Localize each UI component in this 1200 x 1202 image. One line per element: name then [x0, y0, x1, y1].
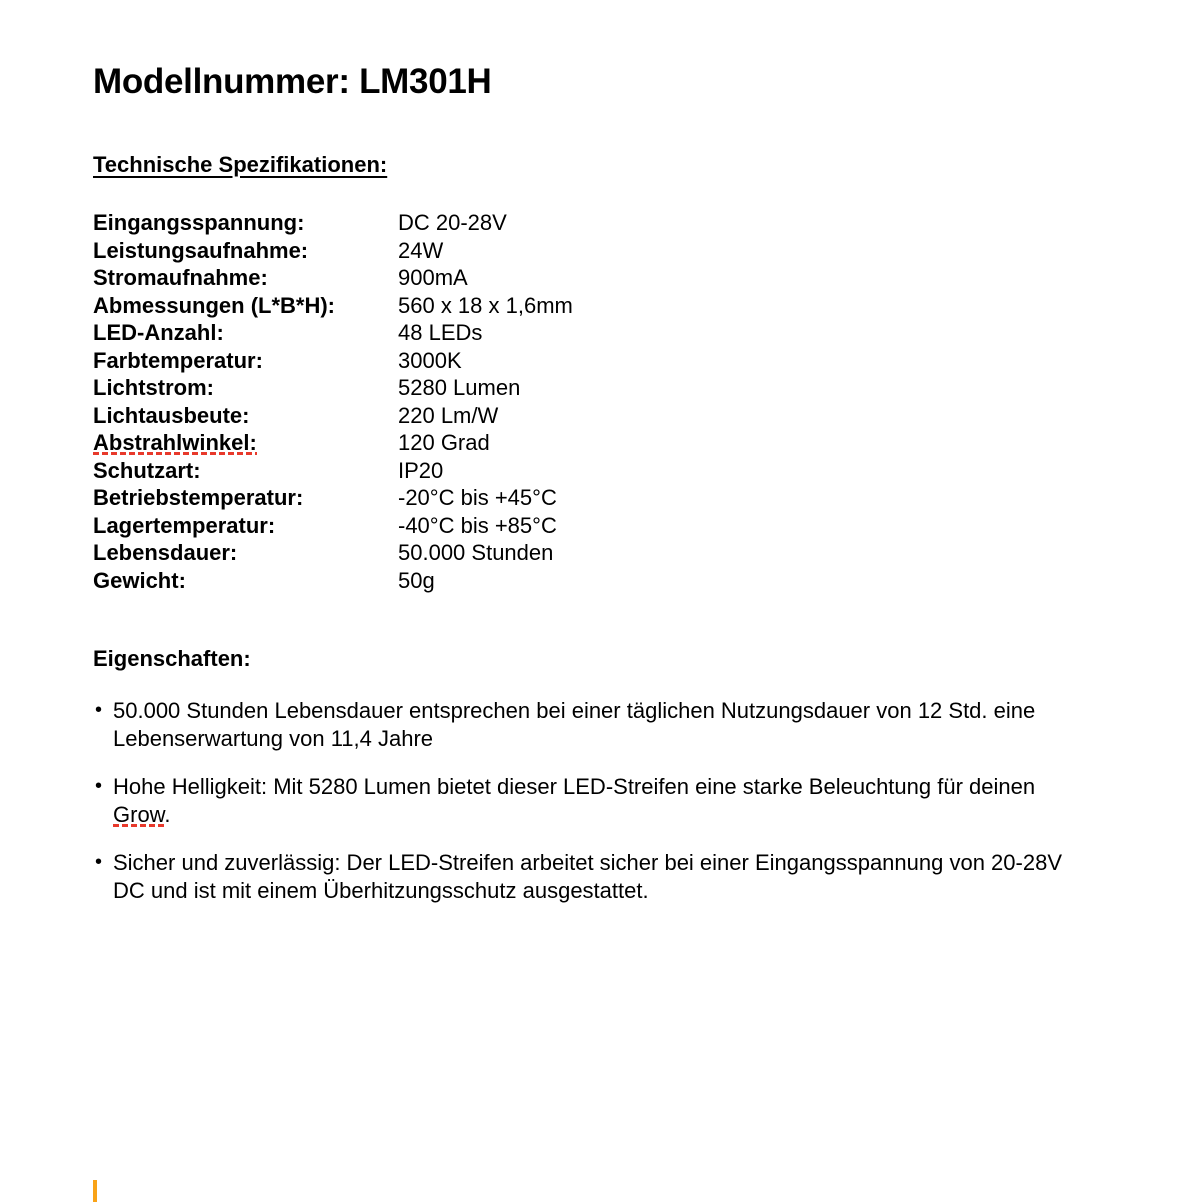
spec-table: [93, 209, 573, 594]
spec-value: -20°C bis +45°C: [398, 485, 557, 510]
spec-row: [93, 209, 573, 237]
collaborator-caret: [93, 1180, 97, 1202]
spec-row: [93, 484, 573, 512]
spec-label: Farbtemperatur:: [93, 347, 263, 373]
feature-text: Hohe Helligkeit: Mit 5280 Lumen bietet dieser LED-Streifen eine starke Beleuchtung für deinen: [113, 774, 1036, 799]
feature-text: .: [164, 801, 171, 827]
spec-label: Stromaufnahme:: [93, 265, 268, 290]
spec-row: [93, 512, 573, 540]
misspelled-word: Grow: [113, 801, 165, 827]
spec-value: 560 x 18 x 1,6mm: [398, 292, 573, 318]
spec-row: [93, 319, 573, 347]
spec-value: DC 20-28V: [398, 210, 507, 235]
misspelled-word: Abstrahlwinkel:: [93, 430, 257, 455]
features-heading: Eigenschaften:: [93, 646, 251, 671]
spec-value: IP20: [398, 457, 444, 483]
specs-heading: Technische Spezifikationen:: [93, 152, 388, 177]
spec-value: 220 Lm/W: [398, 402, 499, 428]
spec-label: Lichtstrom:: [93, 375, 214, 400]
spec-label: LED-Anzahl:: [93, 320, 224, 345]
spec-label: Lichtausbeute:: [93, 402, 250, 428]
spec-value: 900mA: [398, 265, 468, 290]
spec-label: Leistungsaufnahme:: [93, 237, 309, 263]
feature-text: 50.000 Stunden Lebensdauer entsprechen bei einer täglichen Nutzungsdauer von 12 Std. eine Lebenserwartung von 11,4 Jahre: [113, 698, 1036, 751]
spec-row: [93, 347, 573, 375]
spec-value: 24W: [398, 237, 444, 263]
spec-row: [93, 237, 573, 265]
spec-label: Abmessungen (L*B*H):: [93, 292, 336, 318]
spec-row: [93, 402, 573, 430]
spec-value: -40°C bis +85°C: [398, 512, 557, 538]
spec-value: 50g: [398, 567, 435, 593]
features-list: [93, 697, 1093, 925]
spec-value: 50.000 Stunden: [398, 540, 554, 565]
spec-label: Eingangsspannung:: [93, 210, 305, 235]
feature-item: [93, 849, 1093, 904]
spec-row: [93, 539, 573, 567]
spec-row: [93, 457, 573, 485]
spec-row: [93, 429, 573, 457]
spec-row: [93, 264, 573, 292]
spec-value: 5280 Lumen: [398, 375, 521, 400]
spec-value: 48 LEDs: [398, 320, 483, 345]
spec-label: Gewicht:: [93, 567, 186, 593]
feature-text: Sicher und zuverlässig: Der LED-Streifen arbeitet sicher bei einer Eingangsspannung von 20-28V DC und ist mit einem Überhitzungsschutz ausgestattet.: [113, 850, 1062, 903]
spec-value: 120 Grad: [398, 430, 490, 455]
spec-row: [93, 567, 573, 595]
spec-label: [93, 429, 398, 457]
feature-item: [93, 773, 1093, 828]
spec-row: [93, 374, 573, 402]
page-title: Modellnummer: LM301H: [93, 62, 492, 101]
spec-label: Lebensdauer:: [93, 540, 238, 565]
feature-item: [93, 697, 1093, 752]
spec-row: [93, 292, 573, 320]
spec-value: 3000K: [398, 347, 462, 373]
spec-label: Schutzart:: [93, 457, 201, 483]
spec-label: Lagertemperatur:: [93, 512, 276, 538]
spec-label: Betriebstemperatur:: [93, 485, 304, 510]
